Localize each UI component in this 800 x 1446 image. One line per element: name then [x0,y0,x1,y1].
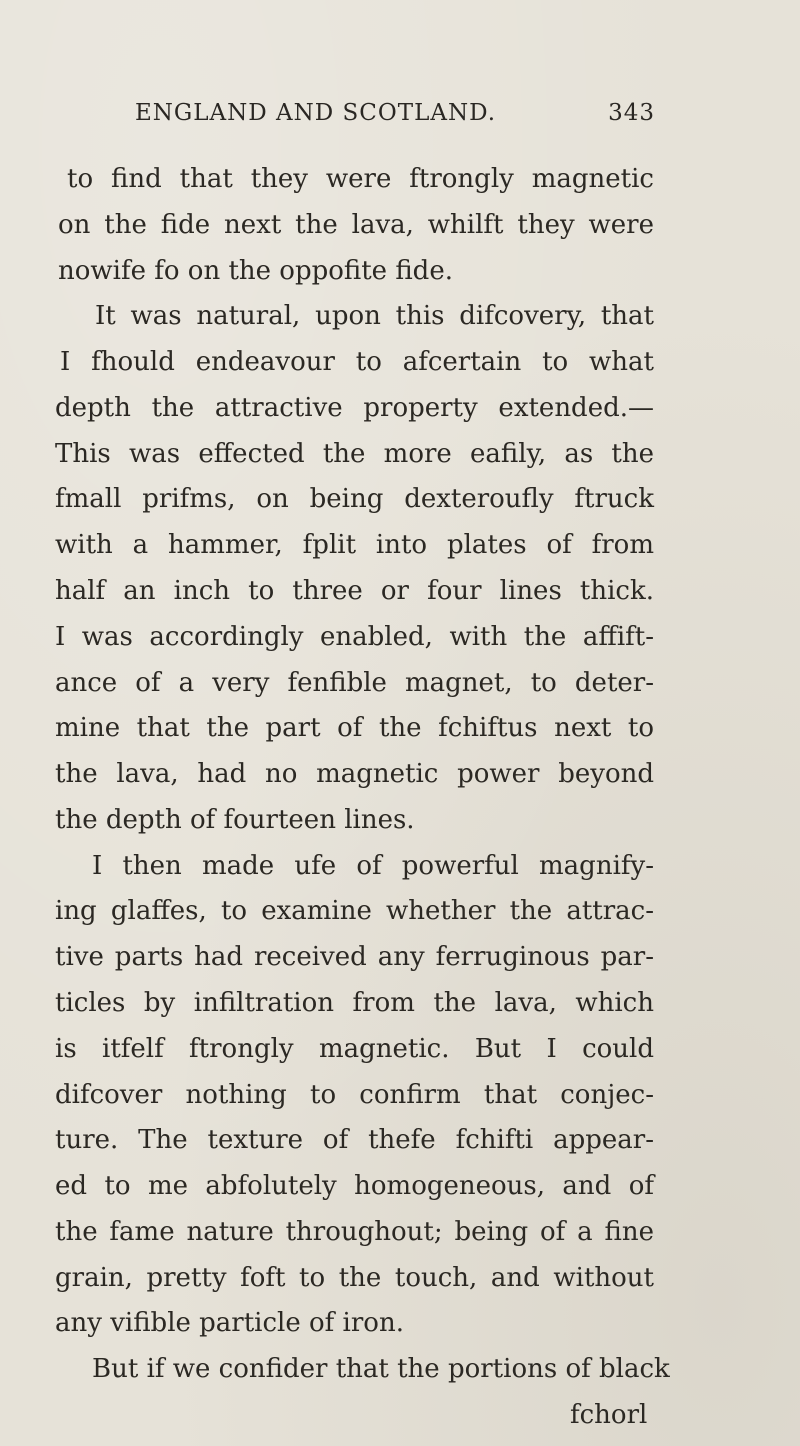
text-line: nowife fo on the oppofite fide. [58,256,453,286]
text-line: fmall prifms, on being dexteroufly ftruck [55,484,654,514]
text-line: any vifible particle of iron. [55,1308,404,1338]
text-line: ticles by infiltration from the lava, which [55,988,654,1018]
text-line: It was natural, upon this difcovery, that [95,301,654,331]
text-line: I fhould endeavour to afcertain to what [60,347,654,377]
text-line: is itfelf ftrongly magnetic. But I could [55,1034,654,1064]
text-line: This was effected the more eafily, as the [55,439,654,469]
text-line: tive parts had received any ferruginous par- [55,942,654,972]
text-line: with a hammer, fplit into plates of from [55,530,654,560]
text-line: half an inch to three or four lines thick. [55,576,654,606]
text-line: grain, pretty foft to the touch, and without [55,1263,654,1293]
text-line: the lava, had no magnetic power beyond [55,759,654,789]
text-line: to find that they were ftrongly magnetic [67,164,654,194]
text-line: on the fide next the lava, whilft they were [58,210,654,240]
text-line: the fame nature throughout; being of a fine [55,1217,654,1247]
running-title: ENGLAND AND SCOTLAND. [135,100,497,126]
text-line: ture. The texture of thefe fchifti appear- [55,1125,654,1155]
text-line: the depth of fourteen lines. [55,805,415,835]
text-line: ance of a very fenfible magnet, to deter- [55,668,654,698]
text-line: depth the attractive property extended.— [55,393,654,423]
catchword: fchorl [570,1400,648,1430]
text-line: But if we confider that the portions of black [92,1354,670,1384]
text-line: mine that the part of the fchiftus next to [55,713,654,743]
text-line: I was accordingly enabled, with the affift- [55,622,654,652]
text-line: I then made ufe of powerful magnify- [92,851,654,881]
page-number: 343 [608,100,655,126]
text-line: difcover nothing to confirm that conjec- [55,1080,654,1110]
text-line: ed to me abfolutely homogeneous, and of [55,1171,654,1201]
text-line: ing glaffes, to examine whether the attrac- [55,896,654,926]
